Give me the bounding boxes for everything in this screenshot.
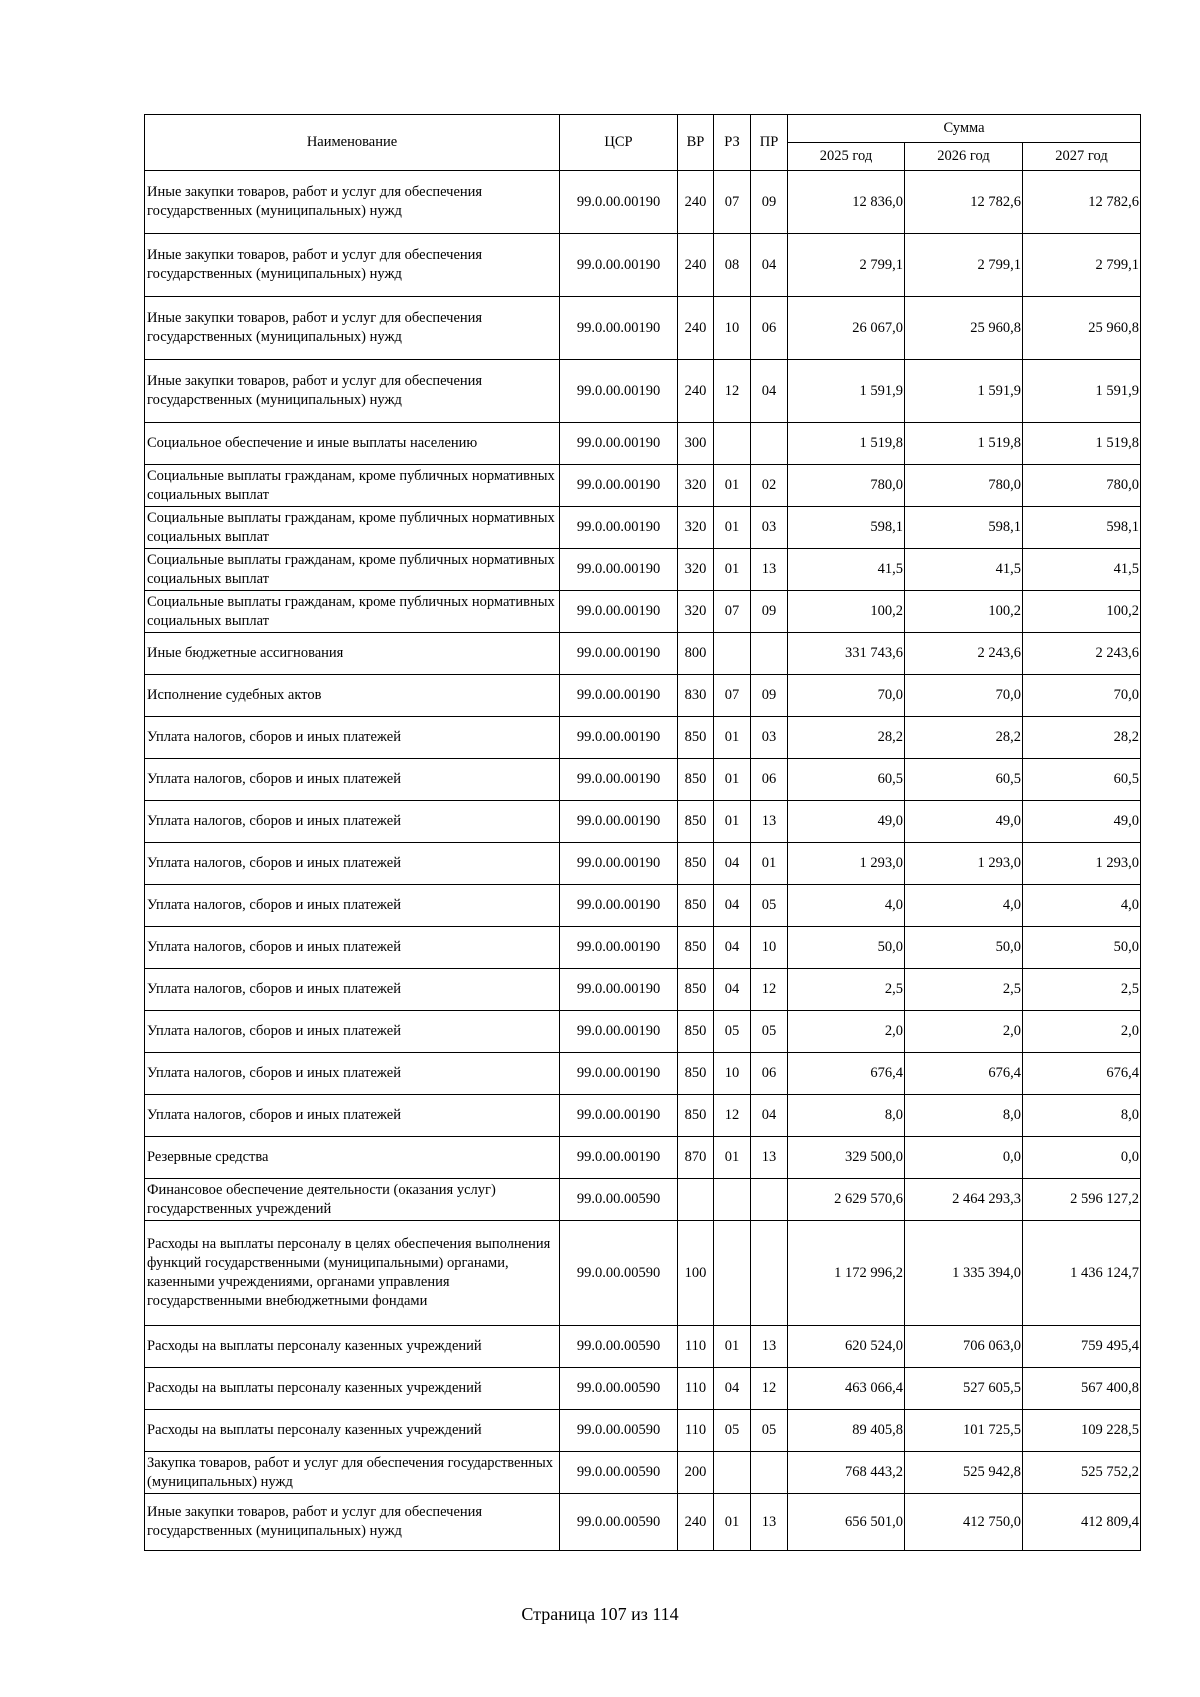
- row-amount-2027: 28,2: [1023, 717, 1141, 759]
- row-amount-2025: 100,2: [788, 591, 905, 633]
- row-amount-2025: 8,0: [788, 1095, 905, 1137]
- row-name: Уплата налогов, сборов и иных платежей: [145, 717, 560, 759]
- table-row: [145, 423, 1141, 465]
- row-csr: 99.0.00.00190: [560, 927, 678, 969]
- table-row: [145, 360, 1141, 423]
- row-amount-2025: 70,0: [788, 675, 905, 717]
- row-amount-2026: 1 293,0: [905, 843, 1023, 885]
- row-csr: 99.0.00.00190: [560, 234, 678, 297]
- row-amount-2025: 1 519,8: [788, 423, 905, 465]
- row-amount-2026: 527 605,5: [905, 1368, 1023, 1410]
- row-name: Расходы на выплаты персоналу в целях обеспечения выполнения функций государственными (муниципальными) органами, казенными учреждениями, органами управления государственными внебюджетными фондами: [145, 1221, 560, 1326]
- row-amount-2026: 525 942,8: [905, 1452, 1023, 1494]
- row-vr: 850: [678, 1095, 714, 1137]
- table-row: [145, 885, 1141, 927]
- table-row: [145, 1137, 1141, 1179]
- table-row: [145, 591, 1141, 633]
- row-amount-2027: 25 960,8: [1023, 297, 1141, 360]
- header-vr: ВР: [678, 115, 714, 171]
- table-row: [145, 465, 1141, 507]
- row-name: Закупка товаров, работ и услуг для обеспечения государственных (муниципальных) нужд: [145, 1452, 560, 1494]
- row-amount-2027: 1 436 124,7: [1023, 1221, 1141, 1326]
- row-pr: 04: [751, 1095, 788, 1137]
- row-rz: 04: [714, 885, 751, 927]
- row-amount-2027: 4,0: [1023, 885, 1141, 927]
- row-vr: 240: [678, 171, 714, 234]
- row-rz: 12: [714, 360, 751, 423]
- row-vr: 300: [678, 423, 714, 465]
- row-name: Иные закупки товаров, работ и услуг для обеспечения государственных (муниципальных) нужд: [145, 234, 560, 297]
- row-vr: 850: [678, 843, 714, 885]
- row-vr: 100: [678, 1221, 714, 1326]
- row-csr: 99.0.00.00590: [560, 1179, 678, 1221]
- row-pr: 05: [751, 1410, 788, 1452]
- row-amount-2026: 1 335 394,0: [905, 1221, 1023, 1326]
- row-csr: 99.0.00.00590: [560, 1452, 678, 1494]
- row-amount-2027: 41,5: [1023, 549, 1141, 591]
- table-row: [145, 675, 1141, 717]
- row-pr: [751, 1452, 788, 1494]
- row-amount-2025: 1 172 996,2: [788, 1221, 905, 1326]
- row-rz: [714, 1179, 751, 1221]
- row-pr: 13: [751, 801, 788, 843]
- row-amount-2026: 2 243,6: [905, 633, 1023, 675]
- row-vr: 110: [678, 1410, 714, 1452]
- row-amount-2027: 780,0: [1023, 465, 1141, 507]
- row-vr: 850: [678, 927, 714, 969]
- row-amount-2026: 4,0: [905, 885, 1023, 927]
- table-row: [145, 297, 1141, 360]
- row-pr: 04: [751, 360, 788, 423]
- row-rz: 04: [714, 969, 751, 1011]
- row-name: Иные закупки товаров, работ и услуг для обеспечения государственных (муниципальных) нужд: [145, 171, 560, 234]
- row-amount-2027: 0,0: [1023, 1137, 1141, 1179]
- row-amount-2027: 2 596 127,2: [1023, 1179, 1141, 1221]
- row-amount-2027: 12 782,6: [1023, 171, 1141, 234]
- row-amount-2025: 4,0: [788, 885, 905, 927]
- row-name: Социальные выплаты гражданам, кроме публичных нормативных социальных выплат: [145, 507, 560, 549]
- row-amount-2025: 50,0: [788, 927, 905, 969]
- row-name: Уплата налогов, сборов и иных платежей: [145, 927, 560, 969]
- row-rz: 04: [714, 927, 751, 969]
- row-csr: 99.0.00.00190: [560, 969, 678, 1011]
- row-amount-2026: 12 782,6: [905, 171, 1023, 234]
- row-amount-2025: 598,1: [788, 507, 905, 549]
- table-row: [145, 1326, 1141, 1368]
- row-amount-2025: 2,0: [788, 1011, 905, 1053]
- row-amount-2025: 329 500,0: [788, 1137, 905, 1179]
- row-amount-2026: 60,5: [905, 759, 1023, 801]
- row-rz: 10: [714, 297, 751, 360]
- row-rz: 01: [714, 801, 751, 843]
- row-csr: 99.0.00.00190: [560, 297, 678, 360]
- row-name: Финансовое обеспечение деятельности (оказания услуг) государственных учреждений: [145, 1179, 560, 1221]
- row-pr: 01: [751, 843, 788, 885]
- row-csr: 99.0.00.00190: [560, 843, 678, 885]
- header-pr: ПР: [751, 115, 788, 171]
- header-year-2027: 2027 год: [1023, 143, 1141, 171]
- row-csr: 99.0.00.00190: [560, 591, 678, 633]
- row-name: Иные бюджетные ассигнования: [145, 633, 560, 675]
- row-rz: 01: [714, 1494, 751, 1551]
- row-pr: 09: [751, 171, 788, 234]
- table-row: [145, 1452, 1141, 1494]
- row-amount-2027: 2,0: [1023, 1011, 1141, 1053]
- row-vr: 850: [678, 759, 714, 801]
- row-vr: 110: [678, 1368, 714, 1410]
- row-amount-2027: 525 752,2: [1023, 1452, 1141, 1494]
- row-amount-2027: 109 228,5: [1023, 1410, 1141, 1452]
- row-name: Расходы на выплаты персоналу казенных учреждений: [145, 1326, 560, 1368]
- row-amount-2025: 89 405,8: [788, 1410, 905, 1452]
- row-csr: 99.0.00.00190: [560, 633, 678, 675]
- row-rz: 10: [714, 1053, 751, 1095]
- row-rz: 01: [714, 465, 751, 507]
- row-amount-2025: 2,5: [788, 969, 905, 1011]
- row-rz: 12: [714, 1095, 751, 1137]
- row-csr: 99.0.00.00590: [560, 1221, 678, 1326]
- row-name: Иные закупки товаров, работ и услуг для обеспечения государственных (муниципальных) нужд: [145, 1494, 560, 1551]
- row-name: Резервные средства: [145, 1137, 560, 1179]
- row-amount-2026: 8,0: [905, 1095, 1023, 1137]
- row-pr: 10: [751, 927, 788, 969]
- table-row: [145, 549, 1141, 591]
- header-sum: Сумма: [788, 115, 1141, 143]
- row-pr: 13: [751, 1326, 788, 1368]
- row-amount-2026: 25 960,8: [905, 297, 1023, 360]
- row-amount-2027: 2,5: [1023, 969, 1141, 1011]
- row-vr: 240: [678, 297, 714, 360]
- row-csr: 99.0.00.00190: [560, 507, 678, 549]
- table-row: [145, 1221, 1141, 1326]
- row-amount-2026: 28,2: [905, 717, 1023, 759]
- row-csr: 99.0.00.00590: [560, 1326, 678, 1368]
- row-name: Уплата налогов, сборов и иных платежей: [145, 1053, 560, 1095]
- row-pr: 04: [751, 234, 788, 297]
- row-amount-2026: 598,1: [905, 507, 1023, 549]
- row-name: Уплата налогов, сборов и иных платежей: [145, 885, 560, 927]
- table-row: [145, 759, 1141, 801]
- row-pr: 09: [751, 675, 788, 717]
- row-vr: 850: [678, 801, 714, 843]
- table-row: [145, 969, 1141, 1011]
- row-rz: 04: [714, 843, 751, 885]
- row-amount-2025: 1 591,9: [788, 360, 905, 423]
- row-csr: 99.0.00.00190: [560, 1137, 678, 1179]
- row-amount-2026: 706 063,0: [905, 1326, 1023, 1368]
- row-rz: 01: [714, 549, 751, 591]
- row-rz: [714, 1452, 751, 1494]
- table-row: [145, 171, 1141, 234]
- row-amount-2026: 100,2: [905, 591, 1023, 633]
- header-name: Наименование: [145, 115, 560, 171]
- row-name: Уплата налогов, сборов и иных платежей: [145, 1011, 560, 1053]
- row-csr: 99.0.00.00190: [560, 759, 678, 801]
- row-amount-2026: 2,0: [905, 1011, 1023, 1053]
- header-year-2026: 2026 год: [905, 143, 1023, 171]
- row-rz: 01: [714, 1137, 751, 1179]
- row-amount-2027: 1 519,8: [1023, 423, 1141, 465]
- row-amount-2026: 780,0: [905, 465, 1023, 507]
- row-amount-2026: 676,4: [905, 1053, 1023, 1095]
- row-amount-2027: 759 495,4: [1023, 1326, 1141, 1368]
- row-rz: [714, 423, 751, 465]
- row-amount-2025: 1 293,0: [788, 843, 905, 885]
- row-amount-2026: 49,0: [905, 801, 1023, 843]
- row-csr: 99.0.00.00190: [560, 801, 678, 843]
- row-name: Уплата налогов, сборов и иных платежей: [145, 1095, 560, 1137]
- row-rz: 05: [714, 1410, 751, 1452]
- table-row: [145, 507, 1141, 549]
- table-body: [145, 171, 1141, 1551]
- header-year-2025: 2025 год: [788, 143, 905, 171]
- row-amount-2027: 2 243,6: [1023, 633, 1141, 675]
- row-vr: 320: [678, 549, 714, 591]
- row-amount-2026: 2 799,1: [905, 234, 1023, 297]
- row-vr: 850: [678, 1011, 714, 1053]
- row-amount-2027: 50,0: [1023, 927, 1141, 969]
- row-amount-2026: 41,5: [905, 549, 1023, 591]
- row-vr: 110: [678, 1326, 714, 1368]
- row-pr: 05: [751, 885, 788, 927]
- table-row: [145, 1179, 1141, 1221]
- row-rz: 07: [714, 591, 751, 633]
- row-amount-2026: 1 519,8: [905, 423, 1023, 465]
- table-row: [145, 843, 1141, 885]
- row-name: Уплата налогов, сборов и иных платежей: [145, 843, 560, 885]
- row-pr: 13: [751, 1137, 788, 1179]
- row-amount-2025: 620 524,0: [788, 1326, 905, 1368]
- row-pr: 06: [751, 759, 788, 801]
- row-pr: [751, 633, 788, 675]
- row-pr: 06: [751, 297, 788, 360]
- row-amount-2025: 331 743,6: [788, 633, 905, 675]
- row-csr: 99.0.00.00590: [560, 1410, 678, 1452]
- row-amount-2025: 463 066,4: [788, 1368, 905, 1410]
- row-vr: 200: [678, 1452, 714, 1494]
- row-pr: 13: [751, 1494, 788, 1551]
- row-name: Социальные выплаты гражданам, кроме публичных нормативных социальных выплат: [145, 465, 560, 507]
- row-amount-2027: 1 293,0: [1023, 843, 1141, 885]
- row-amount-2026: 70,0: [905, 675, 1023, 717]
- row-amount-2025: 12 836,0: [788, 171, 905, 234]
- row-vr: 850: [678, 1053, 714, 1095]
- row-amount-2027: 1 591,9: [1023, 360, 1141, 423]
- page-number: Страница 107 из 114: [521, 1604, 679, 1624]
- row-amount-2027: 2 799,1: [1023, 234, 1141, 297]
- row-rz: 07: [714, 675, 751, 717]
- row-pr: 12: [751, 1368, 788, 1410]
- row-amount-2025: 28,2: [788, 717, 905, 759]
- table-row: [145, 1410, 1141, 1452]
- row-name: Социальное обеспечение и иные выплаты населению: [145, 423, 560, 465]
- row-vr: 870: [678, 1137, 714, 1179]
- table-row: [145, 1494, 1141, 1551]
- row-rz: [714, 1221, 751, 1326]
- row-amount-2025: 41,5: [788, 549, 905, 591]
- row-pr: [751, 423, 788, 465]
- row-pr: 03: [751, 507, 788, 549]
- row-amount-2025: 2 799,1: [788, 234, 905, 297]
- row-amount-2027: 567 400,8: [1023, 1368, 1141, 1410]
- row-amount-2026: 0,0: [905, 1137, 1023, 1179]
- table-header: [145, 115, 1141, 171]
- row-amount-2025: 676,4: [788, 1053, 905, 1095]
- row-pr: 13: [751, 549, 788, 591]
- row-rz: 07: [714, 171, 751, 234]
- row-amount-2027: 60,5: [1023, 759, 1141, 801]
- row-vr: 320: [678, 465, 714, 507]
- row-amount-2025: 2 629 570,6: [788, 1179, 905, 1221]
- row-name: Исполнение судебных актов: [145, 675, 560, 717]
- row-amount-2025: 656 501,0: [788, 1494, 905, 1551]
- row-name: Иные закупки товаров, работ и услуг для обеспечения государственных (муниципальных) нужд: [145, 360, 560, 423]
- row-amount-2026: 2,5: [905, 969, 1023, 1011]
- row-rz: [714, 633, 751, 675]
- row-csr: 99.0.00.00590: [560, 1368, 678, 1410]
- row-amount-2025: 780,0: [788, 465, 905, 507]
- row-name: Уплата налогов, сборов и иных платежей: [145, 759, 560, 801]
- row-rz: 08: [714, 234, 751, 297]
- header-rz: РЗ: [714, 115, 751, 171]
- table-row: [145, 717, 1141, 759]
- row-amount-2026: 412 750,0: [905, 1494, 1023, 1551]
- row-csr: 99.0.00.00190: [560, 675, 678, 717]
- row-amount-2027: 412 809,4: [1023, 1494, 1141, 1551]
- row-rz: 01: [714, 1326, 751, 1368]
- row-amount-2027: 49,0: [1023, 801, 1141, 843]
- table-row: [145, 633, 1141, 675]
- row-vr: 240: [678, 234, 714, 297]
- row-csr: 99.0.00.00190: [560, 1095, 678, 1137]
- row-csr: 99.0.00.00190: [560, 465, 678, 507]
- row-csr: 99.0.00.00190: [560, 1053, 678, 1095]
- row-pr: [751, 1179, 788, 1221]
- table-row: [145, 1095, 1141, 1137]
- row-vr: 850: [678, 969, 714, 1011]
- row-vr: 800: [678, 633, 714, 675]
- row-name: Социальные выплаты гражданам, кроме публичных нормативных социальных выплат: [145, 591, 560, 633]
- row-vr: 320: [678, 507, 714, 549]
- row-name: Уплата налогов, сборов и иных платежей: [145, 969, 560, 1011]
- row-pr: 06: [751, 1053, 788, 1095]
- row-amount-2027: 70,0: [1023, 675, 1141, 717]
- row-csr: 99.0.00.00190: [560, 171, 678, 234]
- row-vr: 320: [678, 591, 714, 633]
- row-amount-2027: 676,4: [1023, 1053, 1141, 1095]
- budget-table: [144, 114, 1141, 1551]
- row-vr: 240: [678, 360, 714, 423]
- row-name: Расходы на выплаты персоналу казенных учреждений: [145, 1410, 560, 1452]
- row-amount-2026: 2 464 293,3: [905, 1179, 1023, 1221]
- row-rz: 04: [714, 1368, 751, 1410]
- row-name: Уплата налогов, сборов и иных платежей: [145, 801, 560, 843]
- table-row: [145, 234, 1141, 297]
- row-rz: 01: [714, 759, 751, 801]
- row-csr: 99.0.00.00190: [560, 885, 678, 927]
- row-amount-2026: 101 725,5: [905, 1410, 1023, 1452]
- row-vr: 850: [678, 885, 714, 927]
- table-row: [145, 1053, 1141, 1095]
- row-pr: 03: [751, 717, 788, 759]
- row-vr: [678, 1179, 714, 1221]
- row-pr: 12: [751, 969, 788, 1011]
- table-row: [145, 801, 1141, 843]
- row-rz: 01: [714, 507, 751, 549]
- header-csr: ЦСР: [560, 115, 678, 171]
- row-amount-2025: 768 443,2: [788, 1452, 905, 1494]
- row-csr: 99.0.00.00190: [560, 360, 678, 423]
- row-pr: 05: [751, 1011, 788, 1053]
- row-rz: 05: [714, 1011, 751, 1053]
- row-name: Иные закупки товаров, работ и услуг для обеспечения государственных (муниципальных) нужд: [145, 297, 560, 360]
- row-csr: 99.0.00.00190: [560, 1011, 678, 1053]
- row-amount-2027: 8,0: [1023, 1095, 1141, 1137]
- row-amount-2026: 1 591,9: [905, 360, 1023, 423]
- row-amount-2025: 26 067,0: [788, 297, 905, 360]
- table-row: [145, 1368, 1141, 1410]
- row-csr: 99.0.00.00590: [560, 1494, 678, 1551]
- row-amount-2025: 60,5: [788, 759, 905, 801]
- row-vr: 240: [678, 1494, 714, 1551]
- row-amount-2027: 100,2: [1023, 591, 1141, 633]
- row-amount-2027: 598,1: [1023, 507, 1141, 549]
- row-name: Расходы на выплаты персоналу казенных учреждений: [145, 1368, 560, 1410]
- row-amount-2026: 50,0: [905, 927, 1023, 969]
- row-pr: 02: [751, 465, 788, 507]
- row-csr: 99.0.00.00190: [560, 717, 678, 759]
- table-row: [145, 927, 1141, 969]
- row-vr: 850: [678, 717, 714, 759]
- row-vr: 830: [678, 675, 714, 717]
- table-row: [145, 1011, 1141, 1053]
- row-pr: 09: [751, 591, 788, 633]
- row-pr: [751, 1221, 788, 1326]
- row-amount-2025: 49,0: [788, 801, 905, 843]
- row-csr: 99.0.00.00190: [560, 423, 678, 465]
- row-rz: 01: [714, 717, 751, 759]
- row-csr: 99.0.00.00190: [560, 549, 678, 591]
- row-name: Социальные выплаты гражданам, кроме публичных нормативных социальных выплат: [145, 549, 560, 591]
